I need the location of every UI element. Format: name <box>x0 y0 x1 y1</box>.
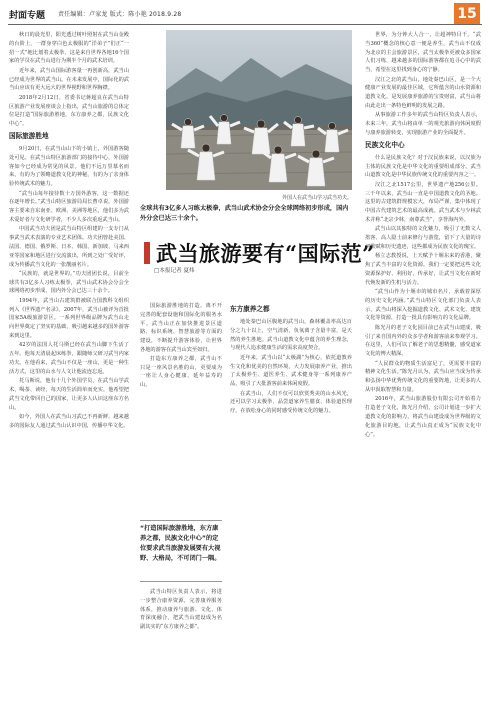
paragraph: 世界，为分钟大人合一，让超神特目千。“武当360”概念的核心意一便是养生，武当山不仅成为北京的主会旅游景区，武当太极拳更被众多国家人们习练，越来越多的国际游客都在追寻心中的武当，希望在这里找到身心的宁静。 <box>365 32 481 74</box>
headline-accent-bar <box>144 242 150 264</box>
subheading-health-capital: 东方康养之都 <box>230 305 270 313</box>
paragraph: 在武当山，人们不仅可以欣赏秀美的山水风光，还可以学习太极拳、品尝道家养生膳食、体验道医理疗，在放松身心的同时感受传统文化的魅力。 <box>230 390 352 415</box>
paragraph: 国际旅游胜地的打造，离不开完善的配套设施和国际化的服务水平。武当山正在加快推进景区道路、标识系统、智慧旅游等方面的建设，不断提升游客体验，让世界各地的游客在武当山宾至如归。 <box>140 303 222 353</box>
subheading-international-tourism: 国际旅游胜地 <box>9 131 49 140</box>
paragraph: 武当山以其独特的文化魅力，吸引了无数文人墨客、高人隐士前来修行与游览，留下了大量的诗词歌赋和历史遗迹，这些都成为民族文化的瑰宝。 <box>365 226 481 250</box>
article-column-2b <box>140 588 222 698</box>
pull-quote: “打造国际旅游胜地，东方康养之都，民族文化中心”的定位要求武当旅游发展要有大视野、大格局，不可闭门一隅。 <box>140 520 222 582</box>
header-rule <box>8 24 482 25</box>
paragraph: 2016年，武当山旅游股份有限公司开始着力打造老子文化，陈光月介绍，公司计划进一步扩大道教文化的影响力，将武当山建设成为世界级的文化旅游目的地，让武当山真正成为“民族文化中心”。 <box>365 396 481 438</box>
paragraph: 近年来，武当山国际游客量一再创新高，武当山已经成为世界的武当山。在未来发展中，国际化的武当山应该有更大远大的世界视野和世界胸襟。 <box>9 67 129 92</box>
paragraph: 打造东方康养之都，武当山不只是一座风景名胜的山，更要成为一座让人身心健康、延年益寿的山。 <box>140 355 222 389</box>
article-column-2a <box>140 302 222 516</box>
paragraph: “武当山作为十堰市的城市名片，承载着深厚的历史文化内涵。”武当山特区文化部门负责人表示，武当山将深入挖掘道教文化、武术文化、建筑文化等资源，打造一批具有影响力的文化品牌。 <box>365 289 481 322</box>
paragraph: 秋日的晨光里，阳光透过树叶照射在武当山金殿的台阶上，一群身穿白色太极服的“洋弟子”们正“一招一式”地比划着太极拳，这是来自世界各地16个国家的学员在武当山进行为期半个月的武术培训。 <box>9 32 129 65</box>
byline: □本报记者 夏炜 <box>154 268 195 274</box>
paragraph: “武当山每年接待数十万国外游客，这一数据还在逐年增长。”武当山特区旅游局局长曹卓说，外国游客主要来自东南亚、欧洲、美洲等地区，他们多为武术爱好者与文化研学者，不少人多次重返武当山。 <box>9 190 129 223</box>
paragraph: 汉江之北的武当山，地处秦巴山区，是一个大健康产业发展的最佳区域，它所蕴含的山水资源和道教文化，是发展康养旅游的宝贵财富，武当山将由此走出一条特色鲜明的发展之路。 <box>365 76 481 109</box>
paragraph: 9月20日，在武当山山下的小镇上，外国游客随处可见。在武当山特区旅游部门的接待中心，外国游客如今已经成为常见的风景。他们不远万里慕名而来，有的为了领略道教文化的神秘，有的为了亲身体验传统武术的魅力。 <box>9 145 129 188</box>
lead-summary: 全球共有3亿多人习练太极拳，武当山武术协会分会全球网络初步形成，国内外分会已达三十余个。 <box>140 205 349 222</box>
headline: 武当旅游要有“国际范” <box>156 241 375 266</box>
section-title: 封面专题 <box>9 11 46 21</box>
paragraph: 武当山特区负责人表示，将进一步整合康养资源，完善康养服务体系，推动康养与旅游、文化、体育深度融合，把武当山建设成为名副其实的“东方康养之都”。 <box>140 589 222 631</box>
page-number: 15 <box>454 3 480 25</box>
paragraph: 什么是民族文化？对于汉民族来说，以汉族为主体的民族文化是中华文化的重要组成部分。武当山道教文化是中华民族传统文化的重要内容之一。 <box>365 154 481 179</box>
article-column-4 <box>365 31 481 699</box>
paragraph: 从事旅游工作多年的武当山特区负责人表示，未来三年，武当山将由单一的观光旅游向休闲度假与康养旅游转变，实现旅游产业的全面提升。 <box>365 112 481 136</box>
photo-caption: 外国人在武当山学习武当功夫。 <box>281 195 352 201</box>
paragraph: “人民群众的物质生活富足了，更需要丰富的精神文化生活。”陈光月认为，武当山应当成为传承和弘扬中华优秀传统文化的重要阵地，让更多的人从中汲取智慧和力量。 <box>365 360 481 394</box>
headline-row <box>144 238 375 268</box>
photo-taichi-practice <box>166 30 352 190</box>
paragraph: 近年来，武当山以“太极湖”为核心，依托道教养生文化和优美的自然环境，大力发展康养产业，推出了太极养生、道医养生、武术健身等一系列康养产品，吸引了大批游客前来休闲度假。 <box>230 354 352 388</box>
paragraph: 托马斯说，他有十几个外国学员，在武当山学武术、喝茶、读经，每天的生活简单而充实。他希望把武当文化带回自己的国家，让更多人认识这座东方名山。 <box>9 378 129 411</box>
paragraph: 中国武当功夫团是武当山特区组建的一支专门从事武当武术表演的专业艺术团体。功夫团曾赴美国、法国、德国、俄罗斯、日本、韩国、新加坡、马来西亚等国家和地区进行交流演出，所到之处广受好评，成为传播武当文化的一张靓丽名片。 <box>9 226 129 268</box>
article-column-3 <box>230 302 352 698</box>
paragraph: 陈光月的老子文化园目前已在武当山建成，吸引了来自国内外的众多学者和游客前来参观学习。在这里，人们可以了解老子的思想精髓，感受道家文化的博大精深。 <box>365 324 481 358</box>
paragraph: 汉江之北1517公里，世界遗产地256公里。三千年以来，武当山一直是中国道教文化的圣地。这里的古建筑群规模宏大，布局严谨，集中体现了中国古代建筑艺术的最高成就。武当武术与少林武术并称“北宗少林，南尊武当”，享誉海内外。 <box>365 181 481 223</box>
photo-illustration <box>166 30 352 190</box>
paragraph: 地处秦巴山区腹地的武当山，森林覆盖率高达百分之九十以上，空气清新，负氧离子含量丰富，是天然的养生胜地。武当山道教文化中蕴含的养生理念，与现代人追求健康生活的需求高度契合。 <box>230 319 352 352</box>
paragraph: 2018年2月12日，省委书记蒋超良在武当山特区旅游产业发展座谈会上指出，武当山旅游的总体定位是打造“国际旅游胜地，东方康养之都，民族文化中心”。 <box>9 94 129 128</box>
editor-credits: 责任编辑：卢家龙 版式：陈小艳 2018.9.28 <box>58 11 182 18</box>
masthead <box>0 0 490 28</box>
feature-headline-block <box>140 204 375 300</box>
paragraph: 42岁的法国人托马斯已经在武当山脚下生活了五年。他每天清晨起床练拳，跟随师父研习武当内家功夫。在他看来，武当山不仅是一座山，更是一种生活方式，这里的山水与人文让他流连忘返。 <box>9 342 129 375</box>
article-column-1 <box>9 31 129 699</box>
paragraph: 杨立志教授说，上天赋予十堰东来的香港，聚焦了武当丰富的文化资源。我们一定要把这些文化资源保护好、利用好、传承好，让武当文化在新时代焕发新的生机与活力。 <box>365 253 481 286</box>
paragraph: 如今，外国人在武当山习武已不再新鲜，越来越多的国际友人通过武当山认识中国，传播中华文化。 <box>9 414 129 429</box>
paragraph: “民族的，就是世界的。”功夫团团长说，目前全球共有3亿多人习练太极拳，武当山武术协会分会全球网络初步形成，国内外分会已达三十余个。 <box>9 270 129 295</box>
paragraph: 1994年，武当山古建筑群被联合国教科文组织列入《世界遗产名录》。2007年，武当山被评为首批国家5A级旅游景区。一系列世界级品牌为武当山走向世界奠定了坚实的基础，吸引越来越多的国外游客来到这里。 <box>9 297 129 340</box>
subheading-cultural-center: 民族文化中心 <box>365 140 405 149</box>
